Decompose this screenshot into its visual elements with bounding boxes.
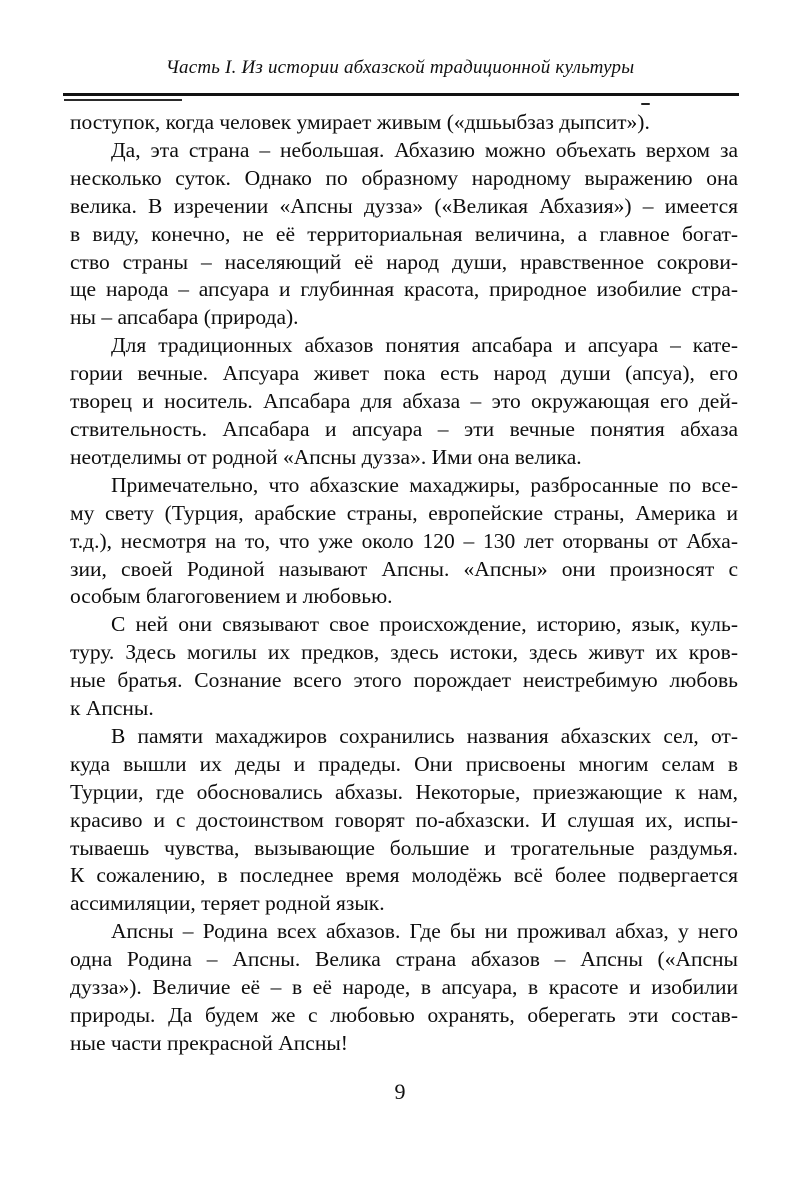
text-line: Апсны – Родина всех абхазов. Где бы ни проживал абхаз, у него xyxy=(111,919,738,944)
text-line: К сожалению, в последнее время молодёжь всё более подвергается xyxy=(70,863,738,888)
text-line: Для традиционных абхазов понятия апсабара и апсуара – кате- xyxy=(111,333,738,358)
paragraph xyxy=(70,723,738,918)
text-line: Да, эта страна – небольшая. Абхазию можно объехать верхом за xyxy=(111,137,738,162)
text-line: куда вышли их деды и прадеды. Они присвоены многим селам в xyxy=(70,751,738,776)
text-line: туру. Здесь могилы их предков, здесь истоки, здесь живут их кров- xyxy=(70,640,738,665)
running-header: Часть I. Из истории абхазской традиционной культуры xyxy=(165,57,635,78)
text-line: в виду, конечно, не её территориальная величина, а главное богат- xyxy=(70,221,738,246)
text-line: ные части прекрасной Апсны! xyxy=(70,1030,348,1055)
page-number: 9 xyxy=(394,1079,406,1104)
text-line: ствительность. Апсабара и апсуара – эти вечные понятия абхаза xyxy=(70,416,738,441)
paragraph xyxy=(70,332,738,472)
text-line: Примечательно, что абхазские махаджиры, разбросанные по все- xyxy=(111,472,738,497)
text-line: ные братья. Сознание всего этого порождает неистребимую любовь xyxy=(70,668,738,693)
paragraph xyxy=(70,472,738,612)
text-line: ство страны – населяющий её народ души, нравственное сокрови- xyxy=(70,249,738,274)
header-rule-fragment xyxy=(64,99,182,101)
text-line: велика. В изречении «Апсны дузза» («Великая Абхазия») – имеется xyxy=(70,193,738,218)
text-line: ны – апсабара (природа). xyxy=(70,305,299,330)
text-line: С ней они связывают свое происхождение, историю, язык, куль- xyxy=(111,612,738,637)
text-line: гории вечные. Апсуара живет пока есть народ души (апсуа), его xyxy=(70,361,738,386)
paragraph xyxy=(70,611,738,723)
text-line: поступок, когда человек умирает живым («дшьыбзаз дыпсит»). xyxy=(70,110,650,134)
text-line: неотделимы от родной «Апсны дузза». Ими она велика. xyxy=(70,444,582,469)
text-line: му свету (Турция, арабские страны, европейские страны, Америка и xyxy=(70,500,738,525)
text-line: т.д.), несмотря на то, что уже около 120 – 130 лет оторваны от Абха- xyxy=(70,528,738,553)
text-line: дузза»). Величие её – в её народе, в апсуара, в красоте и изобилии xyxy=(70,975,738,1000)
text-line: тываешь чувства, вызывающие большие и трогательные раздумья. xyxy=(70,835,738,860)
header-rule xyxy=(63,93,739,96)
text-line: ассимиляции, теряет родной язык. xyxy=(70,891,385,916)
paragraph xyxy=(70,918,738,1058)
text-line: зии, своей Родиной называют Апсны. «Апсны» они произносят с xyxy=(70,556,738,581)
body-text xyxy=(70,109,738,1058)
scan-artifact-dash xyxy=(641,103,650,105)
text-line: В памяти махаджиров сохранились названия абхазских сел, от- xyxy=(111,723,738,748)
paragraph xyxy=(70,137,738,332)
text-line: Турции, где обосновались абхазы. Некоторые, приезжающие к нам, xyxy=(70,779,738,804)
text-line: творец и носитель. Апсабара для абхаза – это окружающая его дей- xyxy=(70,389,738,414)
text-line: особым благоговением и любовью. xyxy=(70,584,393,609)
text-line: ще народа – апсуара и глубинная красота, природное изобилие стра- xyxy=(70,277,738,302)
text-line: природы. Да будем же с любовью охранять, оберегать эти состав- xyxy=(70,1003,738,1027)
text-line: к Апсны. xyxy=(70,696,154,721)
paragraph xyxy=(70,109,738,137)
text-line: красиво и с достоинством говорят по-абхазски. И слушая их, испы- xyxy=(70,807,738,832)
text-line: несколько суток. Однако по образному народному выражению она xyxy=(70,165,738,190)
text-line: одна Родина – Апсны. Велика страна абхазов – Апсны («Апсны xyxy=(70,947,738,972)
